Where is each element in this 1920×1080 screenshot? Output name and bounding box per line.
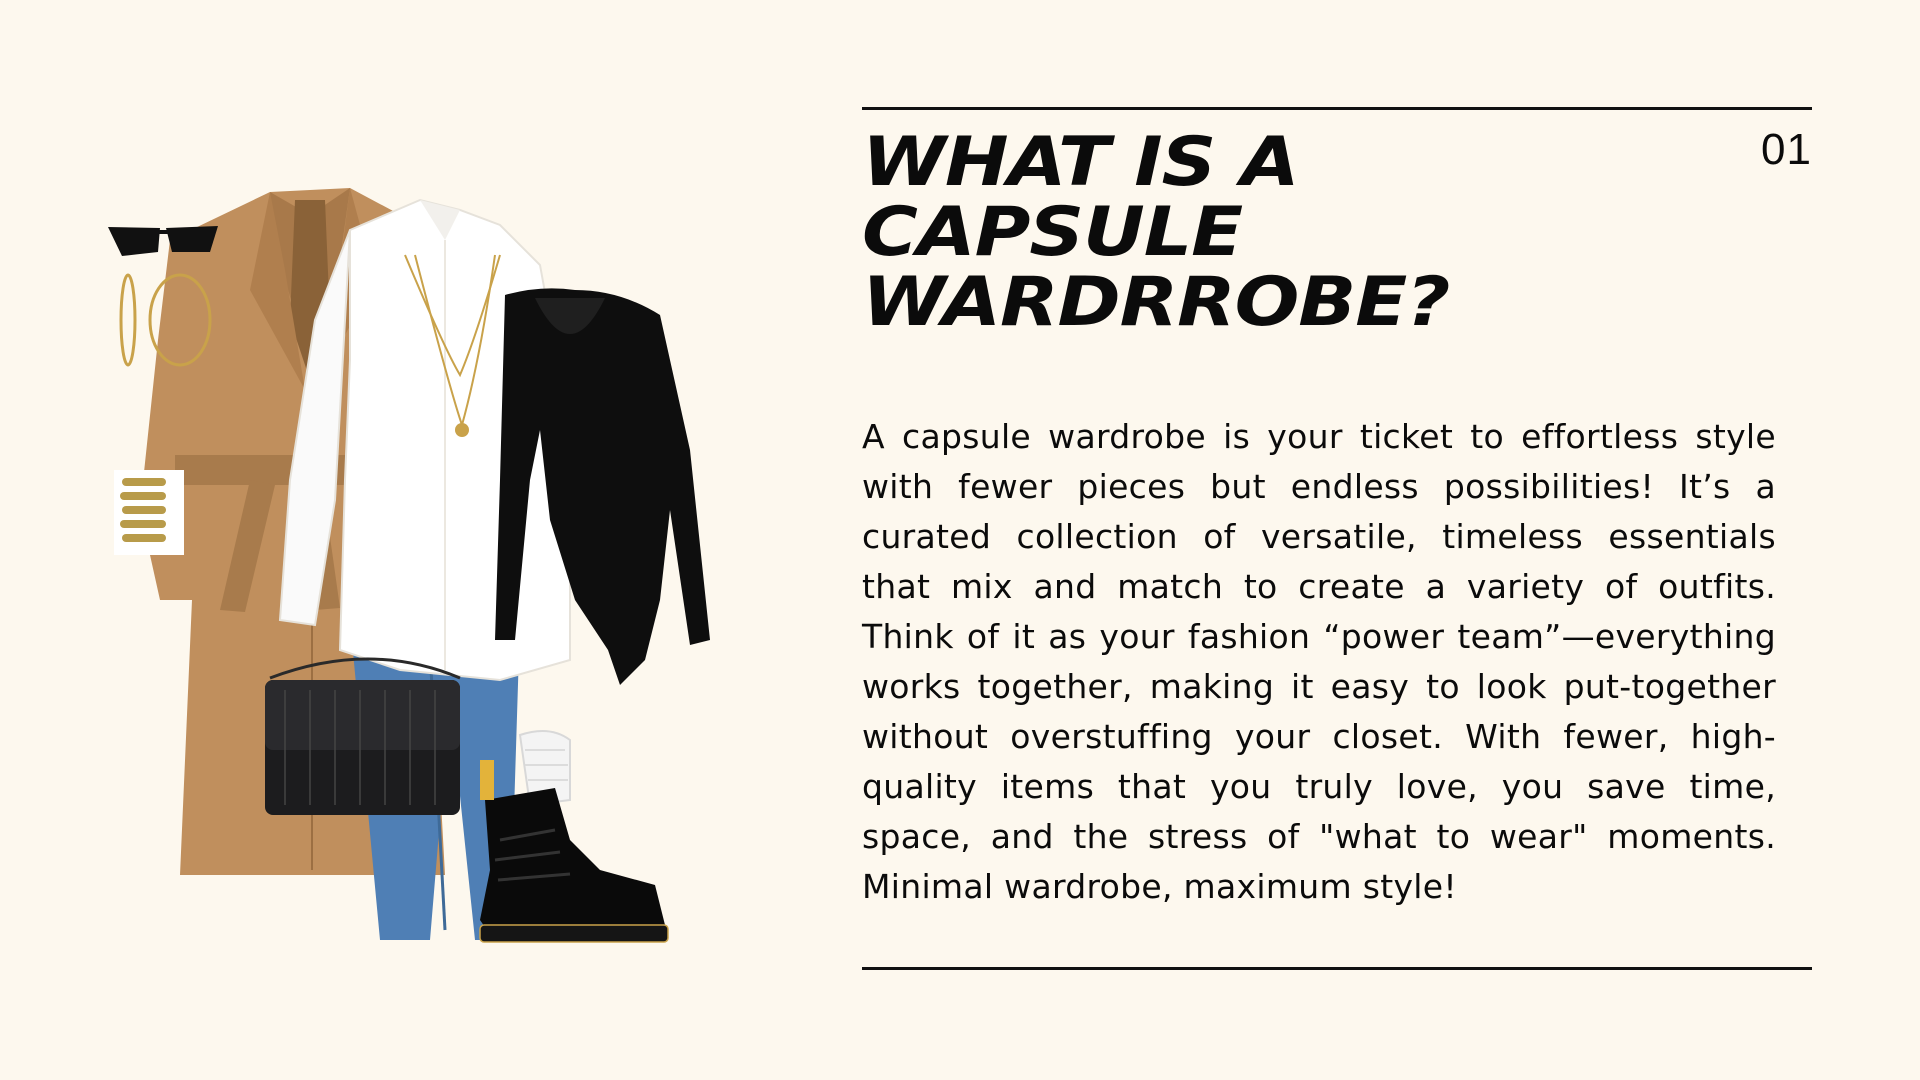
title-line-3: WARDRROBE? <box>862 263 1450 342</box>
rings-icon <box>114 470 184 555</box>
title-line-2: CAPSULE <box>862 193 1243 272</box>
description-paragraph: A capsule wardrobe is your ticket to effortless style with fewer pieces but endless possibilities! It’s a curated collection of versatile, timeless essentials that mix and match to create a variety of outfits. Think of it as your fashion “power team”—everything works together, making it easy to look put-together without overstuffing your closet. With fewer, high-quality items that you truly love, you save time, space, and the stress of "what to wear" moments. Minimal wardrobe, maximum style! <box>862 417 1776 906</box>
sunglasses-icon <box>108 226 218 256</box>
top-divider <box>862 107 1812 110</box>
title-line-1: WHAT IS A <box>862 123 1299 202</box>
page-number: 01 <box>1761 125 1812 174</box>
bottom-divider <box>862 967 1812 970</box>
page-title <box>862 123 1758 342</box>
quilted-bag-icon <box>265 659 460 815</box>
outfit-collage <box>100 180 760 960</box>
